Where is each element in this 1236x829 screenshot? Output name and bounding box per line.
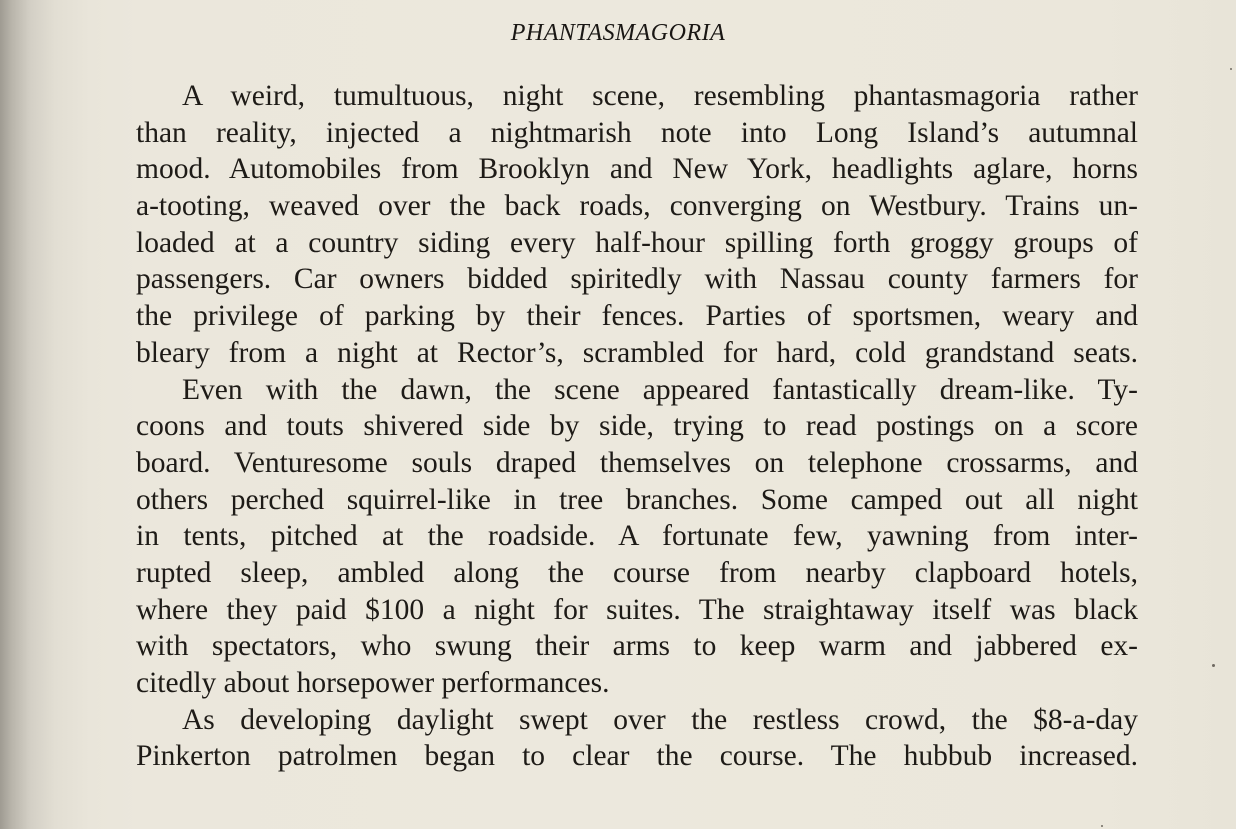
text-line: passengers. Car owners bidded spiritedly with Nassau county farmers for <box>136 263 1138 296</box>
text-line: coons and touts shivered side by side, trying to read postings on a score <box>136 410 1138 443</box>
text-line: than reality, injected a nightmarish note into Long Island’s autumnal <box>136 116 1138 149</box>
text-line: Even with the dawn, the scene appeared fantastically dream-like. Ty- <box>182 373 1138 406</box>
paragraph-3 <box>136 702 1138 775</box>
text-line: the privilege of parking by their fences. Parties of sportsmen, weary and <box>136 300 1138 333</box>
text-line: a-tooting, weaved over the back roads, converging on Westbury. Trains un- <box>136 190 1138 223</box>
text-line: others perched squirrel-like in tree branches. Some camped out all night <box>136 483 1138 516</box>
text-line: with spectators, who swung their arms to keep warm and jabbered ex- <box>136 630 1138 663</box>
text-line: bleary from a night at Rector’s, scrambled for hard, cold grandstand seats. <box>136 336 1138 369</box>
text-line: where they paid $100 a night for suites. The straightaway itself was black <box>136 593 1138 626</box>
paper-speck <box>1101 825 1103 827</box>
body-text <box>136 78 1138 775</box>
text-line: A weird, tumultuous, night scene, resembling phantasmagoria rather <box>182 80 1138 112</box>
text-line: mood. Automobiles from Brooklyn and New York, headlights aglare, horns <box>136 153 1138 186</box>
running-head: PHANTASMAGORIA <box>510 20 726 46</box>
text-line: in tents, pitched at the roadside. A fortunate few, yawning from inter- <box>136 520 1138 553</box>
paragraph-1 <box>136 78 1138 372</box>
text-line: citedly about horsepower performances. <box>136 667 610 699</box>
paragraph-2 <box>136 372 1138 702</box>
text-line: loaded at a country siding every half-hour spilling forth groggy groups of <box>136 226 1138 259</box>
text-line: rupted sleep, ambled along the course from nearby clapboard hotels, <box>136 556 1138 589</box>
text-line: Pinkerton patrolmen began to clear the course. The hubbub increased. <box>136 740 1138 773</box>
text-line: As developing daylight swept over the restless crowd, the $8-a-day <box>182 703 1138 736</box>
paper-speck <box>1212 664 1215 667</box>
text-line: board. Venturesome souls draped themselves on telephone crossarms, and <box>136 446 1138 479</box>
paper-speck <box>1230 68 1232 70</box>
